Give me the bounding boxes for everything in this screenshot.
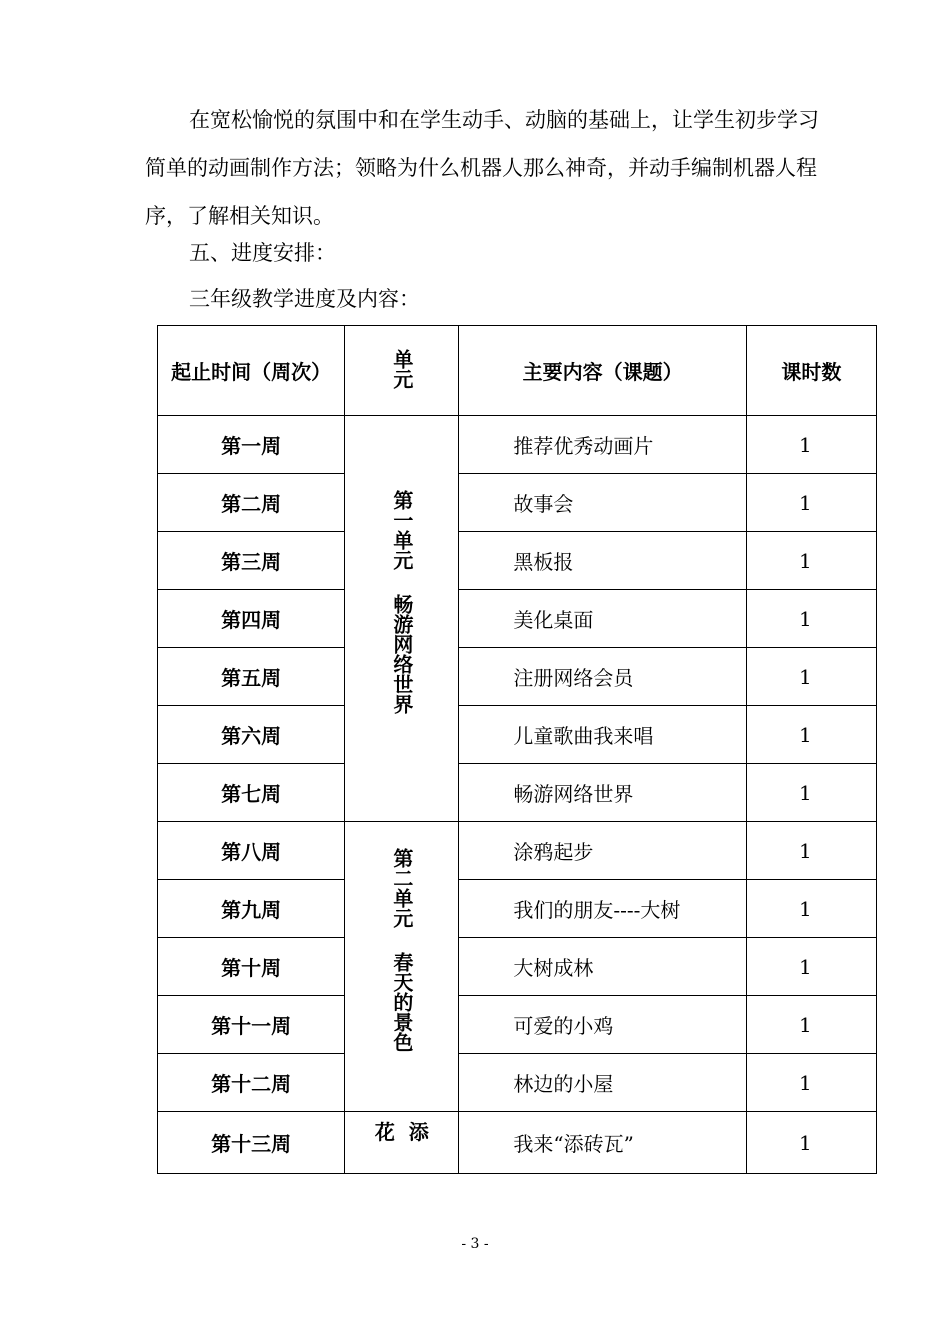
topic-cell: 儿童歌曲我来唱 (459, 706, 746, 764)
table-row (158, 1054, 877, 1112)
hours-cell: 1 (746, 996, 876, 1054)
week-cell: 第六周 (158, 706, 345, 764)
hours-cell: 1 (746, 648, 876, 706)
table-row (158, 706, 877, 764)
hours-cell: 1 (746, 416, 876, 474)
week-cell: 第七周 (158, 764, 345, 822)
schedule-table (157, 325, 877, 1174)
week-cell: 第二周 (158, 474, 345, 532)
hours-cell: 1 (746, 822, 876, 880)
unit-1-cell: 第一单元 畅游网络世界 (345, 416, 459, 822)
table-row (158, 938, 877, 996)
topic-cell: 畅游网络世界 (459, 764, 746, 822)
table-row (158, 532, 877, 590)
table-row (158, 648, 877, 706)
week-cell: 第十周 (158, 938, 345, 996)
week-cell: 第十一周 (158, 996, 345, 1054)
topic-cell: 注册网络会员 (459, 648, 746, 706)
week-cell: 第四周 (158, 590, 345, 648)
hours-cell: 1 (746, 1112, 876, 1174)
topic-cell: 林边的小屋 (459, 1054, 746, 1112)
topic-cell: 可爱的小鸡 (459, 996, 746, 1054)
unit-3-cell: 花 添 (345, 1112, 459, 1174)
table-row (158, 880, 877, 938)
header-topic: 主要内容（课题） (459, 326, 746, 416)
table-row (158, 764, 877, 822)
table-row (158, 416, 877, 474)
header-week: 起止时间（周次） (158, 326, 345, 416)
topic-cell: 推荐优秀动画片 (459, 416, 746, 474)
topic-cell: 涂鸦起步 (459, 822, 746, 880)
intro-paragraph: 在宽松愉悦的氛围中和在学生动手、动脑的基础上，让学生初步学习简单的动画制作方法；领略为什么机器人那么神奇，并动手编制机器人程序，了解相关知识。 (145, 108, 819, 228)
week-cell: 第一周 (158, 416, 345, 474)
page-number: - 3 - (461, 1236, 489, 1252)
hours-cell: 1 (746, 880, 876, 938)
hours-cell: 1 (746, 474, 876, 532)
week-cell: 第十二周 (158, 1054, 345, 1112)
week-cell: 第十三周 (158, 1112, 345, 1174)
week-cell: 第三周 (158, 532, 345, 590)
section-heading: 五、进度安排： (189, 241, 336, 265)
hours-cell: 1 (746, 938, 876, 996)
table-row (158, 474, 877, 532)
hours-cell: 1 (746, 706, 876, 764)
topic-cell: 大树成林 (459, 938, 746, 996)
hours-cell: 1 (746, 1054, 876, 1112)
week-cell: 第九周 (158, 880, 345, 938)
topic-cell: 我来“添砖瓦” (459, 1112, 746, 1174)
table-row (158, 590, 877, 648)
unit-2-cell: 第二单元 春天的景色 (345, 822, 459, 1112)
header-hours: 课时数 (746, 326, 876, 416)
topic-cell: 故事会 (459, 474, 746, 532)
week-cell: 第八周 (158, 822, 345, 880)
hours-cell: 1 (746, 764, 876, 822)
hours-cell: 1 (746, 532, 876, 590)
topic-cell: 美化桌面 (459, 590, 746, 648)
week-cell: 第五周 (158, 648, 345, 706)
table-header-row (158, 326, 877, 416)
table-caption: 三年级教学进度及内容： (189, 287, 420, 311)
table-row (158, 1112, 877, 1174)
hours-cell: 1 (746, 590, 876, 648)
topic-cell: 我们的朋友----大树 (459, 880, 746, 938)
table-row (158, 996, 877, 1054)
header-unit: 单元 (345, 326, 459, 416)
topic-cell: 黑板报 (459, 532, 746, 590)
table-row (158, 822, 877, 880)
